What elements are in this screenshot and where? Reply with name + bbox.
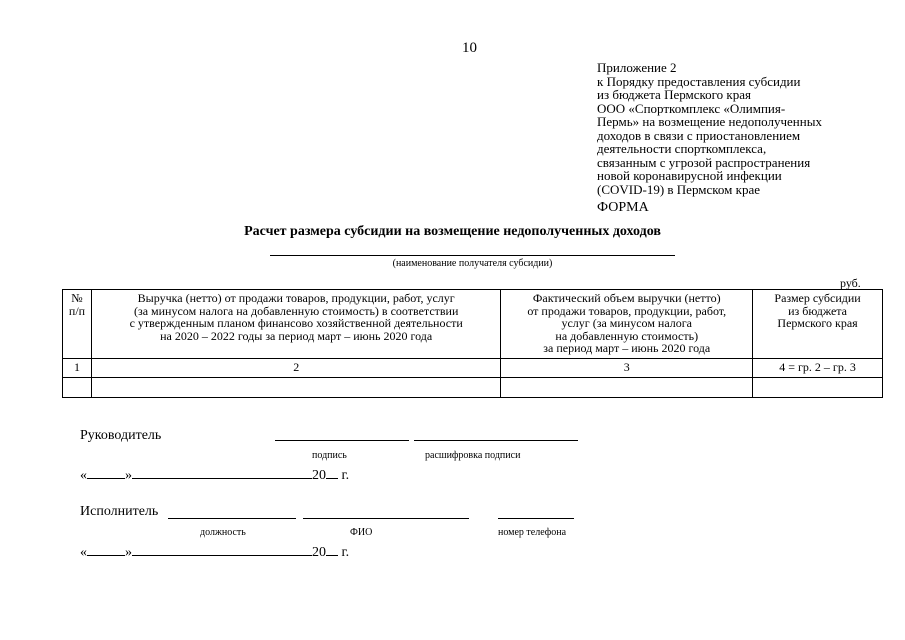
day-field[interactable] [87, 466, 125, 479]
head-signature-line[interactable] [275, 440, 409, 441]
position-caption: должность [200, 527, 246, 538]
head-date-line: « » 20 г. [80, 468, 350, 483]
month-field[interactable] [132, 466, 312, 479]
appendix-line: деятельности спорткомплекса, [597, 141, 767, 156]
page-number: 10 [462, 40, 477, 56]
table-data-row [63, 378, 883, 398]
name-caption: ФИО [350, 527, 373, 538]
day-field[interactable] [87, 543, 125, 556]
table-column-number-row [63, 359, 883, 378]
data-cell[interactable] [63, 378, 92, 398]
year-field[interactable] [326, 543, 338, 556]
appendix-line: связанным с угрозой распространения [597, 154, 811, 170]
appendix-line: Пермь» на возмещение недополученных [597, 114, 822, 129]
header-cell-subsidy-amount: Размер субсидии из бюджета Пермского края [753, 290, 883, 359]
data-cell[interactable] [91, 378, 500, 398]
signature-caption: подпись [312, 450, 347, 461]
appendix-line: из бюджета Пермского края [597, 87, 752, 102]
appendix-line: доходов в связи с приостановлением [597, 127, 801, 143]
appendix-block [597, 61, 887, 196]
phone-caption: номер телефона [498, 527, 567, 538]
appendix-line: Приложение 2 [597, 60, 677, 75]
appendix-line: к Порядку предоставления субсидии [597, 73, 801, 89]
header-cell-number: № п/п [63, 290, 92, 359]
table-header-row [63, 290, 883, 359]
calculation-table [62, 289, 883, 398]
executor-position-line[interactable] [168, 518, 296, 519]
currency-label: руб. [840, 276, 861, 290]
data-cell[interactable] [753, 378, 883, 398]
column-number-cell: 2 [91, 359, 500, 378]
appendix-line: новой коронавирусной инфекции [597, 168, 782, 183]
executor-name-line[interactable] [303, 518, 469, 519]
column-number-cell: 4 = гр. 2 – гр. 3 [753, 359, 883, 378]
decoding-caption: расшифровка подписи [425, 450, 521, 461]
appendix-line: ООО «Спорткомплекс «Олимпия- [597, 100, 786, 116]
executor-phone-line[interactable] [498, 518, 574, 519]
executor-label: Исполнитель [80, 504, 159, 519]
recipient-caption: (наименование получателя субсидии) [392, 258, 553, 269]
head-decoding-line[interactable] [414, 440, 578, 441]
recipient-name-line[interactable] [270, 255, 675, 256]
form-label: ФОРМА [597, 200, 649, 215]
document-title: Расчет размера субсидии на возмещение недополученных доходов [244, 224, 661, 239]
month-field[interactable] [132, 543, 312, 556]
header-cell-planned-revenue: Выручка (нетто) от продажи товаров, продукции, работ, услуг (за минусом налога на добавленную стоимость) в соответствии с утвержденным планом финансово хозяйственной деятельности на 2020 – 2022 годы за период март – июнь 2020 года [91, 290, 500, 359]
data-cell[interactable] [501, 378, 753, 398]
executor-date-line: « » 20 г. [80, 545, 350, 560]
year-field[interactable] [326, 466, 338, 479]
column-number-cell: 1 [63, 359, 92, 378]
column-number-cell: 3 [501, 359, 753, 378]
appendix-line: (COVID-19) в Пермском крае [597, 181, 760, 197]
header-cell-actual-revenue: Фактический объем выручки (нетто) от продажи товаров, продукции, работ, услуг (за минусом налога на добавленную стоимость) за период март – июнь 2020 года [501, 290, 753, 359]
head-label: Руководитель [80, 428, 162, 443]
